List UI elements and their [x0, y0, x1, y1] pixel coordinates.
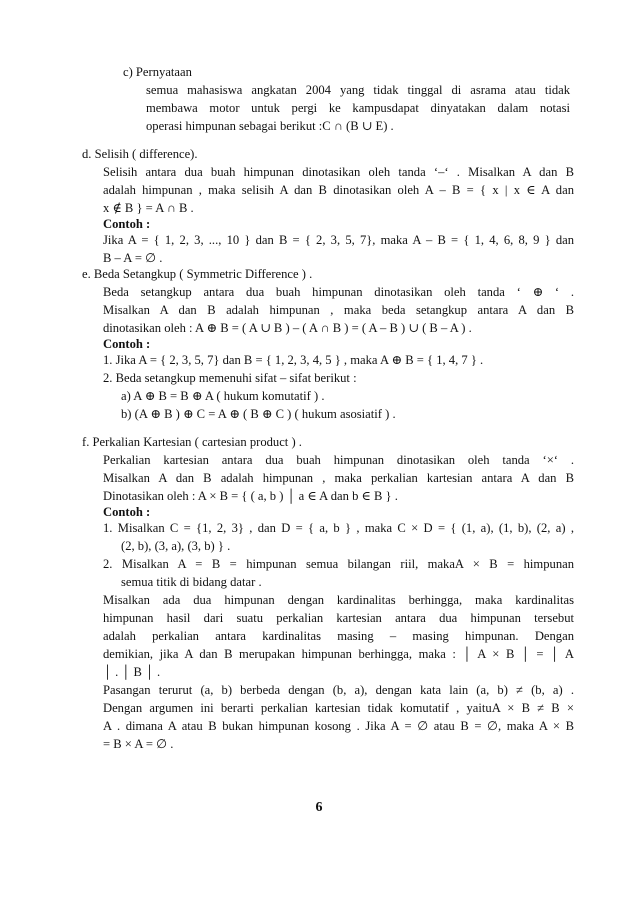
section-e-line: 2. Beda setangkup memenuhi sifat – sifat berikut :	[103, 371, 357, 385]
section-f-line: Pasangan terurut (a, b) berbeda dengan (b, a), dengan kata lain (a, b) ≠ (b, a) .	[103, 683, 574, 697]
section-d-line: Jika A = { 1, 2, 3, ..., 10 } dan B = { 2, 3, 5, 7}, maka A – B = { 1, 4, 6, 8, 9 } dan	[103, 233, 574, 247]
page-number: 6	[315, 800, 323, 815]
section-f-line: = B × A = ∅ .	[103, 737, 174, 751]
section-f-line: Dinotasikan oleh : A × B = { ( a, b ) │ a ∈ A dan b ∈ B } .	[103, 489, 398, 503]
section-d-line: adalah himpunan , maka selisih A dan B dinotasikan oleh A – B = { x | x ∈ A dan	[103, 183, 574, 197]
section-e-line: Beda setangkup antara dua buah himpunan dinotasikan oleh tanda ‘ ⊕ ‘ .	[103, 285, 574, 299]
section-f-line: Perkalian kartesian antara dua buah himpunan dinotasikan oleh tanda ‘×‘ .	[103, 453, 574, 467]
section-e-sublist-item: a) A ⊕ B = B ⊕ A ( hukum komutatif ) .	[121, 389, 325, 403]
section-d-line: x ∉ B } = A ∩ B .	[103, 201, 194, 215]
section-f-line: himpunan hasil dari suatu perkalian kartesian antara dua himpunan tersebut	[103, 611, 574, 625]
section-f-heading: f. Perkalian Kartesian ( cartesian product ) .	[82, 435, 302, 449]
section-f-line: (2, b), (3, a), (3, b) } .	[121, 539, 231, 553]
item-c-line: membawa motor untuk pergi ke kampusdapat dinyatakan dalam notasi	[146, 101, 570, 115]
section-d-contoh: Contoh :	[103, 217, 151, 231]
section-d-heading: d. Selisih ( difference).	[82, 147, 198, 161]
section-f-line: │ . │ B │ .	[103, 665, 161, 679]
section-e-line: Misalkan A dan B adalah himpunan , maka beda setangkup antara A dan B	[103, 303, 574, 317]
section-f-line: A . dimana A atau B bukan himpunan kosong . Jika A = ∅ atau B = ∅, maka A × B	[103, 719, 574, 733]
section-f-contoh: Contoh :	[103, 505, 151, 519]
item-c-line: operasi himpunan sebagai berikut :C ∩ (B ∪ E) .	[146, 119, 394, 133]
section-f-line: Dengan argumen ini berarti perkalian kartesian tidak komutatif , yaituA × B ≠ B ×	[103, 701, 574, 715]
section-f-line: semua titik di bidang datar .	[121, 575, 262, 589]
section-f-line: demikian, jika A dan B merupakan himpunan berhingga, maka : │ A × B │ = │ A	[103, 647, 574, 661]
section-f-line: adalah perkalian antara kardinalitas masing – masing himpunan. Dengan	[103, 629, 574, 643]
section-e-line: 1. Jika A = { 2, 3, 5, 7} dan B = { 1, 2, 3, 4, 5 } , maka A ⊕ B = { 1, 4, 7 } .	[103, 353, 484, 367]
section-f-line: Misalkan ada dua himpunan dengan kardinalitas berhingga, maka kardinalitas	[103, 593, 574, 607]
section-d-line: Selisih antara dua buah himpunan dinotasikan oleh tanda ‘–‘ . Misalkan A dan B	[103, 165, 574, 179]
section-f-line: 1. Misalkan C = {1, 2, 3} , dan D = { a, b } , maka C × D = { (1, a), (1, b), (2, a) ,	[103, 521, 574, 535]
item-c-heading: c) Pernyataan	[123, 65, 192, 79]
item-c-line: semua mahasiswa angkatan 2004 yang tidak tinggal di asrama atau tidak	[146, 83, 570, 97]
section-f-line: 2. Misalkan A = B = himpunan semua bilangan riil, makaA × B = himpunan	[103, 557, 574, 571]
section-e-heading: e. Beda Setangkup ( Symmetric Difference ) .	[82, 267, 313, 281]
section-e-contoh: Contoh :	[103, 337, 151, 351]
section-f-line: Misalkan A dan B adalah himpunan , maka perkalian kartesian antara A dan B	[103, 471, 574, 485]
section-d-line: B – A = ∅ .	[103, 251, 163, 265]
section-e-sublist-item: b) (A ⊕ B ) ⊕ C = A ⊕ ( B ⊕ C ) ( hukum asosiatif ) .	[121, 407, 396, 421]
section-e-line: dinotasikan oleh : A ⊕ B = ( A ∪ B ) – ( A ∩ B ) = ( A – B ) ∪ ( B – A ) .	[103, 321, 472, 335]
